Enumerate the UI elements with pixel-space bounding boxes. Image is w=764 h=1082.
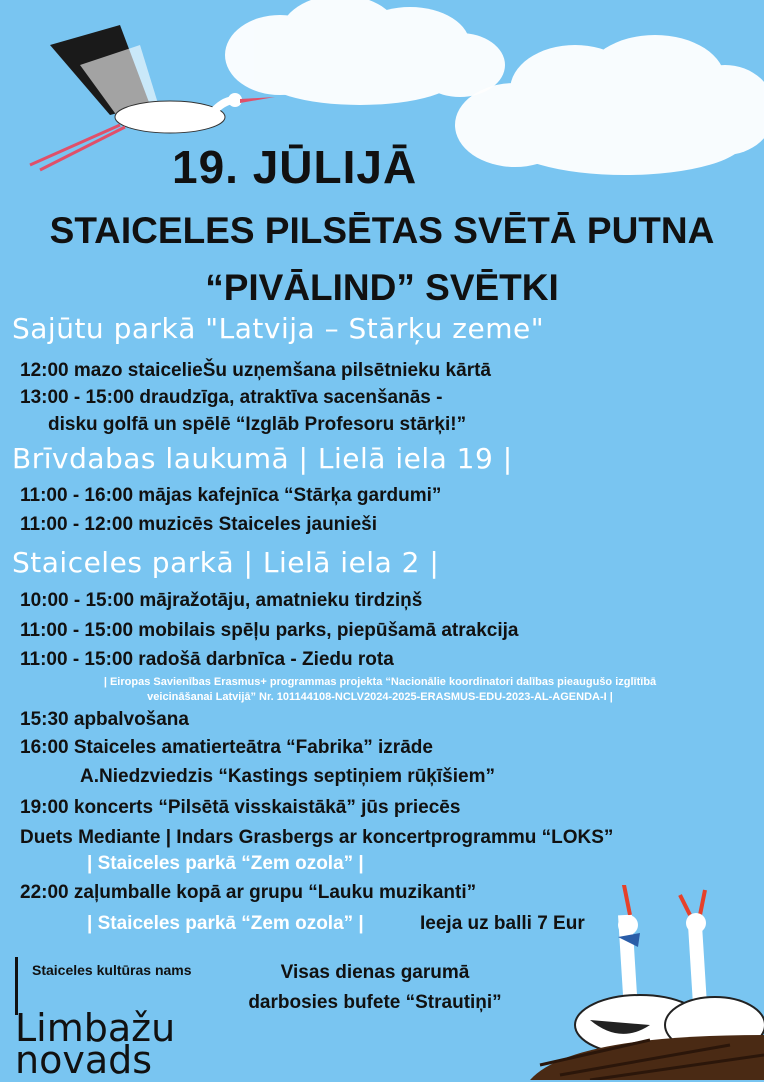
event-line: 22:00 zaļumballe kopā ar grupu “Lauku muzikanti” — [20, 882, 477, 903]
buffet-line-1: Visas dienas garumā — [280, 962, 470, 983]
event-line: 12:00 mazo staicelieŠu uzņemšana pilsētnieku kārtā — [20, 360, 491, 381]
venue-heading: Brīvdabas laukumā | Lielā iela 19 | — [12, 442, 513, 475]
event-line: 10:00 - 15:00 mājražotāju, amatnieku tirdziņš — [20, 590, 423, 611]
event-line: 11:00 - 15:00 mobilais spēļu parks, piepūšamā atrakcija — [20, 620, 519, 641]
event-location: | Staiceles parkā “Zem ozola” | — [87, 913, 364, 934]
logo-line-2: novads — [15, 1038, 153, 1082]
venue-heading: Staiceles parkā | Lielā iela 2 | — [12, 546, 440, 579]
event-line: A.Niedzviedzis “Kastings septiņiem rūķīšiem” — [80, 766, 495, 787]
event-line: Duets Mediante | Indars Grasbergs ar koncertprogrammu “LOKS” — [20, 827, 614, 848]
buffet-line-2: darbosies bufete “Strautiņi” — [248, 992, 502, 1013]
event-line: 11:00 - 15:00 radošā darbnīca - Ziedu rota — [20, 649, 394, 670]
erasmus-note-line-2: veicināšanai Latvijā” Nr. 101144108-NCLV2024-2025-ERASMUS-EDU-2023-AL-AGENDA-I | — [147, 691, 613, 703]
event-line: 19:00 koncerts “Pilsētā visskaistākā” jūs priecēs — [20, 797, 461, 818]
logo-line-1: Limbažu — [15, 1006, 176, 1050]
cloud-right — [455, 30, 764, 180]
venue-heading: Sajūtu parkā "Latvija – Stārķu zeme" — [12, 312, 545, 345]
organizer-name: Staiceles kultūras nams — [32, 962, 192, 978]
event-line: 11:00 - 12:00 muzicēs Staiceles jaunieši — [20, 514, 377, 535]
event-line: disku golfā un spēlē “Izglāb Profesoru stārķi!” — [48, 414, 467, 435]
event-line: 11:00 - 16:00 mājas kafejnīca “Stārķa gardumi” — [20, 485, 442, 506]
title-line-1: STAICELES PILSĒTAS SVĒTĀ PUTNA — [49, 210, 715, 251]
event-line: 16:00 Staiceles amatierteātra “Fabrika” izrāde — [20, 737, 433, 758]
title-line-2: “PIVĀLIND” SVĒTKI — [205, 267, 559, 308]
event-location: | Staiceles parkā “Zem ozola” | — [87, 853, 364, 874]
event-line: 13:00 - 15:00 draudzīga, atraktīva sacenšanās - — [20, 387, 443, 408]
erasmus-note-line-1: | Eiropas Savienības Erasmus+ programmas projekta “Nacionālie koordinatori dalības pieaugušo izglītībā — [103, 676, 657, 688]
event-date: 19. JŪLIJĀ — [172, 141, 418, 193]
ticket-price: Ieeja uz balli 7 Eur — [420, 913, 585, 934]
storks-nest-illustration — [530, 885, 764, 1080]
event-line: 15:30 apbalvošana — [20, 709, 189, 730]
